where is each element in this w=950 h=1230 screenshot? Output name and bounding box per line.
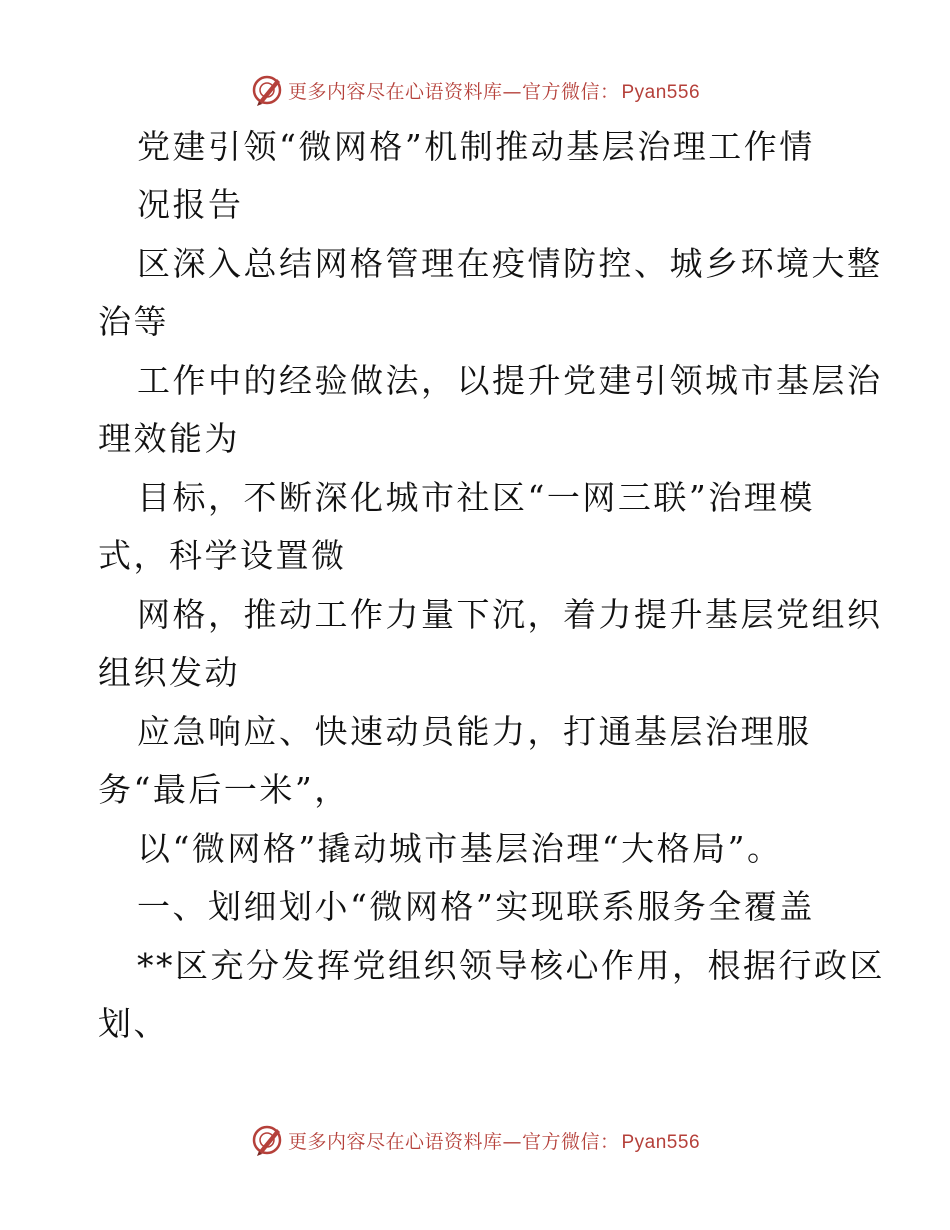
text-line: 式，科学设置微	[98, 536, 347, 575]
watermark-text	[288, 1127, 700, 1154]
watermark-label: 更多内容尽在心语资料库—官方微信：	[287, 80, 620, 103]
text-line: 组织发动	[98, 653, 240, 692]
watermark-wechat-id: Pyan556	[621, 1131, 701, 1153]
text-line: 应急响应、快速动员能力，打通基层治理服	[137, 712, 812, 751]
text-line: 区深入总结网格管理在疫情防控、城乡环境大整	[137, 244, 883, 283]
text-line: 划、	[98, 1004, 169, 1043]
watermark-wechat-id: Pyan556	[621, 81, 701, 103]
text-line: 以“微网格”撬动城市基层治理“大格局”。	[137, 829, 783, 868]
pen-logo-icon	[250, 73, 284, 107]
text-line: 务“最后一米”，	[98, 770, 350, 809]
text-line: **区充分发挥党组织领导核心作用，根据行政区	[137, 946, 885, 985]
text-line: 党建引领“微网格”机制推动基层治理工作情	[137, 127, 815, 166]
text-line: 网格，推动工作力量下沉，着力提升基层党组织	[137, 595, 883, 634]
text-line: 理效能为	[98, 419, 240, 458]
text-line: 况报告	[137, 185, 244, 224]
watermark-label: 更多内容尽在心语资料库—官方微信：	[287, 1130, 620, 1153]
text-line: 目标，不断深化城市社区“一网三联”治理模	[137, 478, 815, 517]
watermark-text	[288, 77, 700, 104]
header-watermark	[0, 70, 950, 110]
text-line: 治等	[98, 302, 169, 341]
pen-logo-icon	[250, 1123, 284, 1157]
section-heading: 一、划细划小“微网格”实现联系服务全覆盖	[137, 887, 815, 926]
text-line: 工作中的经验做法，以提升党建引领城市基层治	[137, 361, 883, 400]
footer-watermark	[0, 1120, 950, 1160]
